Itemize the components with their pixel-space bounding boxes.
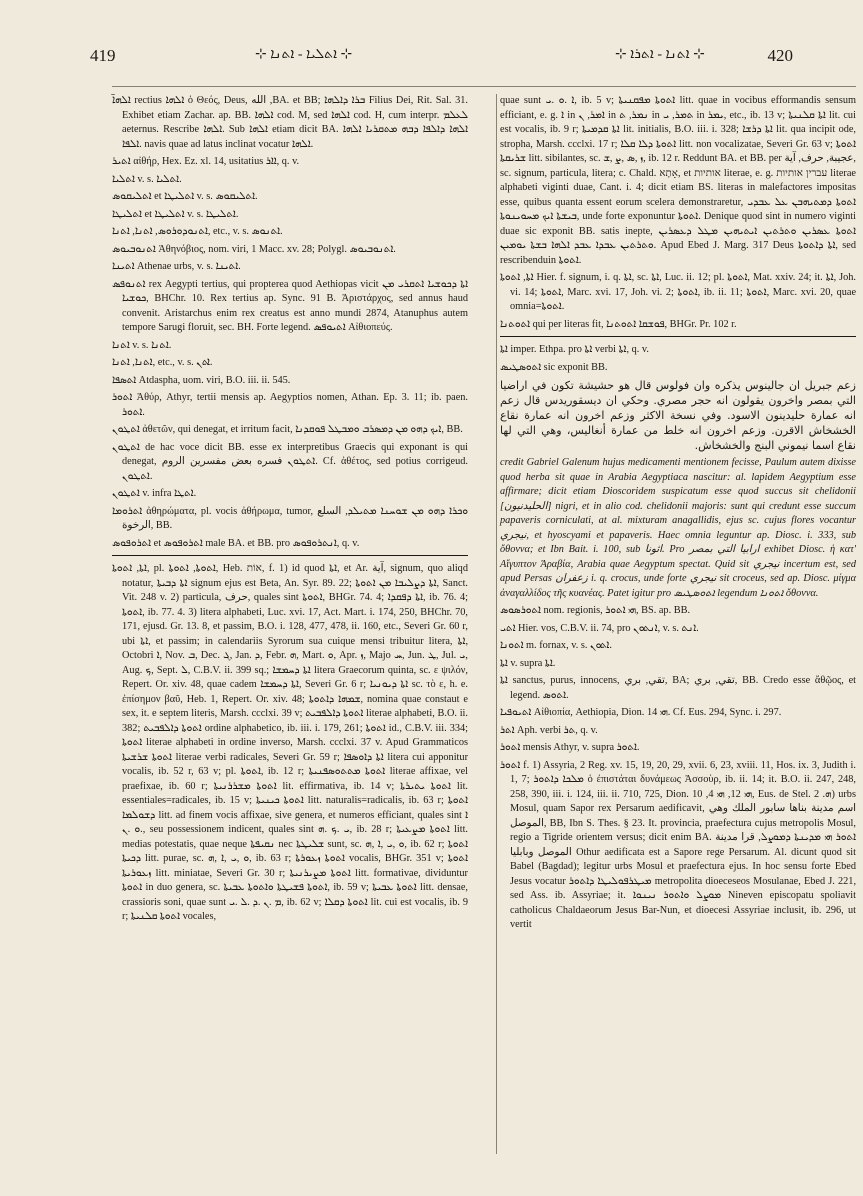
header-rule: [112, 86, 856, 87]
entry: ܐܬܐ sanctus, purus, innocens, تقي, بري, BA; تقي, بري, BB. Credo esse ἄθῷος, et legend. ܐܬܘܣ.: [500, 675, 857, 701]
left-column: [112, 94, 468, 928]
arabic-quotation: زعم جبريل ان جالينوس يذكره وان فولوس قال هو حشيشة تكون في اراضيا التي بمصر واخرون يقولون انه حجر مصري. وحكي ان ديسقوريدس قال زعم انه عمارة حليدينون الاسود. وفي نسخة الاكثر وزعم اخرون انه عمارة نقاع الخشخاش الاقرن. وزعم اخرون انه خلط من عمارة أنغاليس، وهي التي لها نقاع اسما نيموني البنج والخشخاش.: [500, 379, 856, 452]
entry: ܐܬܪܘܡܐ ἀθηρώματα, pl. vocis ἀθήρωμα, tumor, ܘܟܪܐ ܕܗܘ ܡܢ ܫܘܚܢܐ ܡܬܝܠܕ, السلع الرخوة, BB.: [112, 505, 468, 531]
entry: ܐܬܪ Aph. verbi ܬܪ, q. v.: [500, 724, 598, 736]
entry: ܐܬܘܪ Ἀθύρ, Athyr, tertii mensis ap. Aegyptios nomen, Athan. Ep. 3. 11; ib. paen. ܐܬܘܪ.: [112, 392, 468, 418]
entry-separator: [112, 555, 468, 556]
entry-continued: quae sunt ܐ .ܘ .ܝ, ib. 5 v; ܐܬܘܬܐ ܡܦܩܢܝܬܐ litt. quae in vocibus efformandis sensum efficiant, e. g. ܐ in ܐܡܪ, ܢ in ܢܡܪ, ܬ in ܬܡܪ, ܝ in ܝܡܪ, etc., ib. 13 v; ܐܬܐ ܩܠܢܝܬܐ lit. cui est vocalis, ib. 9 r; ܐܬܐ ܩܕܡܝܬܐ lit. initialis, B.O. iii. i. 328; ܐܬܐ ܕܪܫܐ lit. qua incipit ode, stropha, Marsh. ccclxi. 17 r; ܐܬܘܬܐ ܕܠܐ ܩܠܐ litt. non vocalizatae, Severi Gr. 63 v; ܐܬܘܬܐ ܫܪܝܩܬܐ litt. sibilantes, sc. ܙ ,ܣ ,ܨ ,ܫ, ib. 12 r. Reddunt BA. et BB. per عجيبة, حرف, آية, sc. signum, particula, litera; c. Chald. אָתָא, et אותיות literae, e. g. עברין אותיות literae alphabeti viginti duae, Cant. i. 4; dicit etiam BS. literas in malefactores impositas esse, quibus quanta essent eorum scelera demonstraretur, ܐܬܘܬܐ ܕܡܬܝܗܒܢ ܥܠ ܥܒܕܝ ܒܝܫܬܐ ܐܝܟ ܡܚܘܝܢܘܬܐ, unde forte exponuntur ܐܬܘܬܐ. Denique quod sint in numero viginti duae sic exponit BB. satis inepte, ܐܬܘܬܐ ܥܣܪܝܢ ܘܬܪܬܝܢ ܐܝܬܝܗܝܢ ܡܛܠ ܕܥܣܪܝܢ ܘܬܪܬܝܢ ܥܒܕܐ ܥܒܕ ܐܠܗܐ ܒܫܬܐ ܝܘܡܝܢ. Apud Ebed J. Marg. 317 Deus ܐܬܐ ܕܐܬܘܬܐ, sed rescribenduin ܐܬܘܬܐ.: [500, 95, 857, 266]
entry: ܐܬܘܪܣܘܣ nom. regionis, ܗܝ ܐܬܘܪ, BS. ap. BB.: [500, 605, 691, 616]
left-page-number: 419: [90, 46, 116, 65]
right-running-head: ⊹ ܐܬܢܐ - ܐܬܪܐ ⊹: [615, 47, 705, 62]
entry: ܐܬܝܪ αἰθήρ, Hex. Ez. xl. 14, usitatius ܐܐܪ, q. v.: [112, 156, 300, 167]
entry: ܐܠܗܐ̈ rectius ܐܠܗܐ ὁ Θεός, Deus, الله ,BA. et BB; ܒܪܐ ܕܐܠܗܐ Filius Dei, Rit. Sal. 31. Exhibet etiam Zachar. ap. BB. ܐܠܗܐ cod. M, sed ܐܠܗܐ cod. H, cum interpr. ܠܥܠܡ aeternus. Rescribe ܐܠܗܐ. Sub ܐܠܗܐ etiam dicit BA. ܐܠܗܐ ܕܐܠܦܐ ܕܒܗ ܡܬܩܪܝܐ ܐܠܗܐ .ܐܠܦܐ navis quae ad latus inclinat vocatur ܐܠܗܐ.: [112, 95, 468, 150]
entry: ܐܬܝܘܦܝܐ Αἰθιοπία, Aethiopia, Dion. ܗܝ 14. Cf. Eus. 294, Sync. i. 297.: [500, 707, 782, 718]
entry: ܐܬܢܐ, ܐܬܢܐ, etc., v. s. ܐܬܢ.: [112, 357, 213, 368]
entry: ܐܬܢܘܒܝܘܣ Ἀθηνόβιος, nom. viri, 1 Macc. xv. 28; Polygl. ܐܬܢܘܒܝܘܣ.: [112, 243, 396, 255]
entry: ܐܬܢܘܕܘܪܘܣ, ܐܬܢܐ, ܐܬܢܐ, etc., v. s. ܐܬܢܘܣ.: [112, 226, 283, 237]
entry: ܐܬܘܢܐ m. fornax, v. s. ܐܬܘܢ.: [500, 640, 612, 651]
entry: ܐܬܘܪ mensis Athyr, v. supra ܐܬܘܪ.: [500, 742, 640, 753]
entry: ܐܬܘܣܛܝܣ sic exponit BB.: [500, 361, 608, 373]
entry-assyria: ܐܬܘܪ f. 1) Assyria, 2 Reg. xv. 15, 19, 20, 29, xvii. 6, 23, xviii. 11, Hos. ix. 3, Judith i. 1, 7; ܡܠܟܐ ܕܐܬܘܪ ὁ ἐπιστάται δυνάμεως Ἀσσοὺρ, ib. ii. 14; it. B.O. ii. 247, 248, 258, 390, iii. i. 124, iii. ii. 710, 725, Dion. ܗܝ 12, ܗܝ 4, 10, Eus. de Stel. ܗ. 2) urbs Mosul, quam Sapor rex Persarum aedificavit, اسم مدينة بناها سابور الملك وهي الموصل, BB, Ibn S. Thes. § 23. It. provincia, praefectura cujus metropolis Mosul, regio a Tigride orientem versus; dicit enim BA. ܐܬܘܪ ܗܝ ܡܕܝܢܬܐ ܕܡܘܨܠ, قرا مدينة الموصل وبابليا Othur aedificata est a Sapore rege Persarum. Al. dicunt quod sit Babel (Bagdad); legitur urbs Mosul et praefectura ejus. In hoc sensu forte Ebed Jesus vocatur ܡܝܛܪܦܘܠܝܛܐ ܕܐܬܘܪ metropolita dioeceseos Mosulanae, Ebed J. 221, sed Ass. ib. Assyriae; it. ܡܘܨܠ ܘܐܬܘܪ ܢܝܢܘܐ Nineven episcopatu spoliavit catholicus Chaldaeorum Jesus Bar-Nun, et dioecesi Assyriae inclusit, ib. 296, ut vertit: [500, 759, 857, 930]
right-column: [500, 94, 856, 936]
entry: ܐܬܠܝܩܘܣ et ܐܬܠܝܛܐ v. s. ܐܬܠܝܩܘܣ.: [112, 191, 258, 202]
entry: ܐܬܝ Hier. vos, C.B.V. ii. 74, pro ܐܢܬܘܢ, v. s. ܐܢܬ.: [500, 622, 699, 634]
entry: ܐܬܛܘܢ ἀθετῶν, qui denegat, et irritum facit, ܐܝܟ ܕܗܘ ܡܢ ܕܡܣܪܒ ܘܡܒܛܠ ܦܘܩܕܢܐ, BB.: [112, 424, 463, 435]
entry: ܐܬܢܘܦܣ rex Aegypti tertius, qui propterea quod Aethiopas vicit ܐܬܐ ܕܟܘܫܝܐ ܐܬܩܪܝ ܡܢ ܟܘܫܝܐ, BHChr. 10. Rex tertius ap. Sync. 91 B. Ἀριστάρχος, sed annus haud convenit. Aristarchus enim rex creatus est anno mundi 2874, Atanuphus autem tempore Sarugi floruit, sec. BH. Forte legend. ܐܬܝܘܦܣ Αἰθιοπεύς.: [112, 278, 469, 333]
entry: ܐܬܠܝܐ v. s. ܐܬܠܝܐ.: [112, 173, 182, 185]
entry: ܐܬܐ imper. Ethpa. pro ܐܬܐ verbi ܐܬܐ, q. v.: [500, 344, 649, 355]
entry: ܐܬܘܬܢܐ qui per literas fit, ܦܘܫܩܐ ܐܬܘܬܢܐ, BHGr. Pr. 102 r.: [500, 318, 737, 330]
page-header: [50, 34, 833, 74]
right-page-number: 420: [767, 46, 793, 65]
entry: ܐܬܢܐ v. s. ܐܬܢܐ.: [112, 339, 172, 351]
entry-commentary: credit Gabriel Galenum hujus medicamenti mentionem fecisse, Paulum autem dixisse quod herba sit quae in Arabia Aegyptiaca nascitur: al. lapidem Aegyptium esse affirmare; dicit etiam Dioscoridem suspicatum esse quod succus sit chelidonii [الحليدنيون] nigri, et in alio cod. chelidonii majoris: sunt qui credunt esse succum papaveris corniculati, at al. mixturam anagallidis, ejus sc. cujus flores vocantur نيجري, et hyoscyami et papaveris. Haec omnia leguntur ap. Diosc. i. 333, sub ὄθοννα; et Ibn Bait. i. 100, sub اثونا. Pro ارابيا التي بمصر exhibet Diosc. ἡ κατ' Αἴγυπτον Ἀραβία, Arabia quae Aegyptum spectat. Quid sit نيجري incertum est, sed apud Persas زعفران i. q. crocus, unde forte نيجري sit croceus, sed ap. Diosc. μίγμα ἀναγαλλίδος τῆς κυανέας. Patet igitur pro ܐܬܘܣܛܝܣ legendum ܐܬܘܢܐ ὄθοννα.: [500, 457, 857, 599]
left-running-head: ⊹ ܐܬܠܝܐ - ܐܬܢܐ ⊹: [255, 47, 353, 62]
entry: ܐܬܝܢܐ Athenae urbs, v. s. ܐܬܝܢܐ.: [112, 261, 241, 272]
entry: ܐܬܛܘܢ de hac voce dicit BB. esse ex interpretibus Graecis qui exponant is qui denegat, ܐܬܛܘܢ فسره بعض مفسرين الروم. Cf. ἀθέτος, sed potius corrigeud. ܐܬܛܘܢ.: [112, 441, 468, 482]
entry: ܐܬܠܝܛܐ et ܐܬܠܝܛܐ v. s. ܐܬܠܝܛܐ.: [112, 208, 239, 220]
columns: [50, 74, 857, 1174]
entry-separator: [500, 336, 856, 337]
column-divider: [496, 94, 497, 1154]
entry: ܐܬܐ, ܐܬܘܬܐ Hier. f. signum, i. q. ܐܬܐ, sc. ܐܬܐ, Luc. ii. 12; pl. ܐܬܘܬܐ, Mat. xxiv. 24; it. ܐܬܐ, Joh. vi. 14; ܐܬܘܬܐ, Marc. xvi. 17, Joh. vi. 2; ܐܬܘܬܐ, ib. ii. 11; ܐܬܘܬܐ, Marc. xvi. 20, quae omnia=ܐܬܘܬܐ.: [500, 272, 857, 312]
entry-atha: ܐܬܐ, ܐܬܘܬܐ, pl. ܐܬܘܬܐ, ܐܬܘܬܐ, Heb. אוֹת, f. 1) id quod ܐܬܐ, et Ar. آية, signum, quo aliqd notatur, ܐܬܐ ܕܒܝܬܐ signum ejus est Beta, An. Syr. 89. 22; ܐܬܐ ܕܨܠܝܒܐ ܡܢ ܐܬܘܬܐ, Sanct. Vit. 248 v. 2) particula, حرف, quales sint ܐܬܘܬܐ, BHGr. 74. 4; ܐܬܐ ܕܦܩܕܐ, ib. 76. 4; ܐܬܘܬܐ, ib. 77. 4. 3) litera alphabeti, Luc. xvi. 17, Act. Mart. i. 174, 250, BHChr. 70, 171, ejusd. Gr. 13. 8, et passim, B.O. i. 128, 477, 478, ii. 160, etc., Severi Gr. 60 r, ubi ܐܬܐ, et passim; in calendariis Syrorum sua cuique mensi tribuitur litera, ܐܬܐ, Octobri ܐ, Nov. ܒ, Dec. ܓ, Jan. ܕ, Febr. ܗ, Mart. ܘ, Apr. ܙ, Majo ܚ, Jun. ܛ, Jul. ܝ, Aug. ܟ, Sept. ܠ, C.B.V. ii. 399 sq.; ܐܬܐ ܕܚܡܫܐ litera Graecorum quinta, sc. ε ψιλόν, Repert. Or. xiv. 48, quae cadem ܐܬܐ ܕܚܡܫܐ, Severi Gr. 6 r; ܐܬܐ ܕܝܘܢܝܐ sc. τὸ ε, h. e. ἐπίσημον βαῦ, Heb. 1, Repert. Or. xiv. 48; ܫܡܗܐ ܕܐܬܘܬܐ, nomina quae constaut e sex, it. e septem literis, Marsh. ccclxi. 39 v; ܐܬܘܬܐ ܕܐܠܦܒܝܬ literae alphabeti, B.O. ii. 382; ܐܬܘܬܐ ܕܐܠܦܒܝܬ ordine alphabetico, ib. iii. i. 179, 261; ܐܬܘܬܐ id., C.B.V. iii. 334; ܐܬܘܬܐ literae alphabeti in ordine inverso, Marsh. ccclxi. 37 v. Apud Grammaticos ܐܬܘܬܐ ܫܪܫܝܬܐ literae verbi radicales, Severi Gr. 59 r; ܐܬܐ ܕܐܘܣܦܐ litera cui apponitur vocalis, ib. 52 r, 63 v; pl. ܐܬܘܬܐ, ib. 12 r; ܐܬܘܬܐ ܡܬܬܘܣܦܢܝܬܐ literae affixae, vel praefixae, ib. 60 r; ܐܬܘܬܐ ܡܫܪܪܢܝܬܐ lit. effirmativa, ib. 14 v; ܐܬܘܬܐ ܝܬܝܪܬܐ lit. essentiales=radicales, ib. 15 v; ܐܬܘܬܐ ܟܝܢܝܬܐ litt. naturalis=radicalis, ib. 63 r; ܐܬܘܬܐ ܕܫܘܠܡܐ litt. ad finem vocis affixae, sive genera, et numeros efficiant, quales sint ܐ .ܘ .ܢ, seu possessionem indicent, quales sint ܝ .ܟ .ܗ, ib. 28 r; ܐܬܘܬܐ ܡܨܥܝܬܐ litt. medias potestatis, quae neque ܢܩܝܦܬܐ nec ܫܠܝܛܬܐ sunt, sc. ܘ ,ܝ ,ܐ ,ܗ, ib. 62 r; ܐܬܘܬܐ ܕܟܝܬܐ litt. purae, sc. ܘ ,ܝ ,ܐ ,ܗ, ib. 63 r; ܐܬܘܬܐ ܙܥܘܪܬܐ vocalis, BHGr. 351 v; ܐܬܘܬܐ ܙܥܘܪܝܬܐ litt. miniatae, Severi Gr. 30 r; ܐܬܘܬܐ ܡܨܝܪܢܝܬܐ litt. formativae, dividuntur ܐܬܘܬܐ in duo genera, sc. ܐܬܘܬܐ ܦܫܝܛܬܐ ܘܐܬܘܬܐ ܥܒܝܬܐ, ib. 59 v; ܐܬܘܬܐ ܥܒܝܬܐ litt. densae, crassioris soni, quae sunt ܡ .ܢ .ܕ .ܠ .ܝ, ib. 62 v; ܐܬܘܬܐ ܕܩܠܐ lit. cui est vocalis, ib. 9 r; ܐܬܘܬܐ ܩܠܢܝܬܐ vocales,: [112, 563, 469, 922]
entry: ܐܬܛܘܢ v. infra ܐܬܛܐ.: [112, 488, 197, 499]
entry: ܐܬܣܦܐ Atdaspha, uom. viri, B.O. iii. ii. 545.: [112, 374, 291, 386]
entry: ܐܬܪܘܦܘܣ et ܐܬܪܘܦܘܣ male BA. et BB. pro ܐܢܬܪܘܦܘܣ, q. v.: [112, 537, 360, 549]
entry: ܐܬܐ v. supra ܐܬܐ.: [500, 657, 556, 669]
